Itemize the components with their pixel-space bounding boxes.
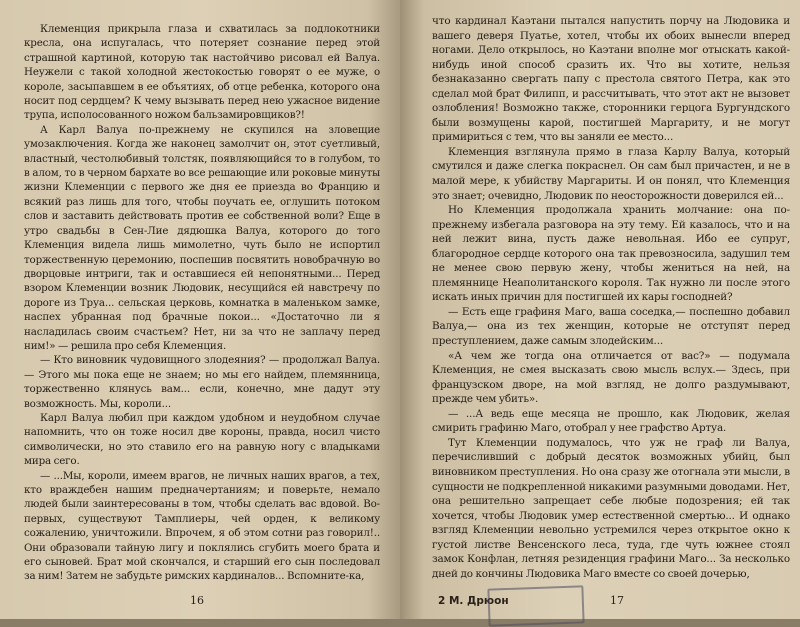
stamp-line — [496, 592, 576, 595]
library-stamp — [487, 585, 584, 626]
paragraph: Тут Клеменции подумалось, что уж не граф ли Валуа, перечисливший с добрый десяток возможных убийц, был виновником преступления. Но она сразу же отогнала эти мысли, в сущности не подкрепленной никакими разумными доводами. Нет, она решительно запрещает себе любые подозрения; ей так хочется, чтобы Людовик умер естественной смертью... И однако взгляд Клеменции невольно устремился через открытое окно к густой листве Венсенского леса, туда, где чуть южнее стоял замок Конфлан, летняя резиденция графини Маго... За несколько дней до кончины Людовика Маго вместе со своей дочерью, — [432, 436, 790, 580]
left-page — [0, 0, 400, 619]
page-number-left: 16 — [190, 594, 204, 607]
paragraph: что кардинал Каэтани пытался напустить порчу на Людовика и вашего деверя Пуатье, хотел, чтобы их обоих вынесли вперед ногами. Дело открылось, но Каэтани вполне мог отыскать какой-нибудь иной способ сразить их. Что вы хотите, нельзя безнаказанно свергать папу с престола святого Петра, как это сделал мой брат Филипп, и рассчитывать, что этот акт не вызовет озлобления! Возможно также, сторонники герцога Бургундского были возмущены карой, постигшей Маргариту, и не могут примириться с тем, что вы заняли ее место... — [432, 15, 790, 144]
paragraph: Карл Валуа любил при каждом удобном и неудобном случае напомнить, что он тоже носил две короны, правда, носил чисто символически, но это ставило его на равную ногу с владыками мира сего. — [24, 411, 380, 468]
paragraph: — Кто виновник чудовищного злодеяния? — продолжал Валуа.— Этого мы пока еще не знаем; но мы его найдем, племянница, торжественно клянусь вам... если, конечно, мне дадут эту возможность. Мы, короли... — [24, 354, 380, 410]
left-page-text — [24, 22, 380, 584]
paragraph: — ...А ведь еще месяца не прошло, как Людовик, желая смирить графиню Маго, отобрал у нее графство Артуа. — [432, 407, 790, 435]
paragraph: Но Клеменция продолжала хранить молчание: она по-прежнему избегала разговора на эту тему. Ей казалось, что и на ней лежит вина, пусть даже невольная. Ибо ее супруг, благородное сердце которого она так превозносила, задушил тем не менее свою первую жену, чтобы жениться на ней, на племяннице Неаполитанского короля. Так нужно ли после этого искать иных причин для постигшей их кары господней? — [432, 204, 790, 304]
paragraph: Клеменция прикрыла глаза и схватилась за подлокотники кресла, она испугалась, что потеряет сознание перед этой страшной картиной, которую так настойчиво рисовал ей Валуа. Неужели с такой холодной жестокостью говорят о ее муже, о короле, засыпавшем в ее объятиях, об отце ребенка, которого она носит под сердцем? К чему вызывать перед нею ужасное видение трупа, исполосованного ножом бальзамировщиков?! — [24, 23, 380, 122]
printer-signature: 2 М. Дрюон — [438, 595, 509, 607]
paragraph: Клеменция взглянула прямо в глаза Карлу Валуа, который смутился и даже слегка покраснел. Он сам был причастен, и не в малой мере, к убийству Маргариты. И он понял, что Клеменция это знает; очевидно, Людовик по неосторожности доверился ей... — [432, 145, 790, 202]
paragraph: А Карл Валуа по-прежнему не скупился на зловещие умозаключения. Когда же наконец замолчит он, этот суетливый, властный, честолюбивый толстяк, появляющийся то в голубом, то в алом, то в черном бархате во все решающие или роковые минуты жизни Клеменции с первого же дня ее приезда во Францию и всякий раз лишь для того, чтобы поучать ее, оглушить потоком слов и заставить действовать против ее собственной воли? Еще в утро свадьбы в Сен-Лие дядюшка Валуа, которого до того Клеменция видела лишь мимолетно, чуть было не испортил торжественную церемонию, поспешив посвятить новобрачную во дворцовые интриги, так и оставшиеся ей непонятными... Перед взором Клеменции возник Людовик, несущийся ей навстречу по дороге из Труа... сельская церковь, комнатка в маленьком замке, наспех убранная под брачные покои... «Достаточно ли я насладилась своим счастьем? Нет, ни за что не заплачу перед ним!» — решила про себя Клеменция. — [24, 123, 380, 352]
paragraph: «А чем же тогда она отличается от вас?» — подумала Клеменция, не смея высказать свою мысль вслух.— Здесь, при французском дворе, на мой взгляд, не долго раздумывают, прежде чем убить». — [432, 349, 790, 406]
paragraph: — ...Мы, короли, имеем врагов, не личных наших врагов, а тех, кто враждебен нашим предначертаниям; и поверьте, немало людей были заинтересованы в том, чтобы сделать вас вдовой. Во-первых, существуют Тамплиеры, чей орден, к великому сожалению, уничтожили. Впрочем, я об этом сотни раз говорил!.. Они образовали тайную лигу и поклялись сгубить моего брата и его сыновей. Брат мой скончался, и старший его сын последовал за ним! Затем не забудьте римских кардиналов... Вспомните-ка, — [24, 469, 380, 583]
page-number-right: 17 — [610, 594, 624, 607]
right-page-text — [432, 14, 790, 581]
stamp-line — [496, 604, 576, 607]
paragraph: — Есть еще графиня Маго, ваша соседка,— поспешно добавил Валуа,— она из тех женщин, которые не отступят перед преступлением, даже самым злодейским... — [432, 305, 790, 348]
right-page — [400, 0, 800, 619]
